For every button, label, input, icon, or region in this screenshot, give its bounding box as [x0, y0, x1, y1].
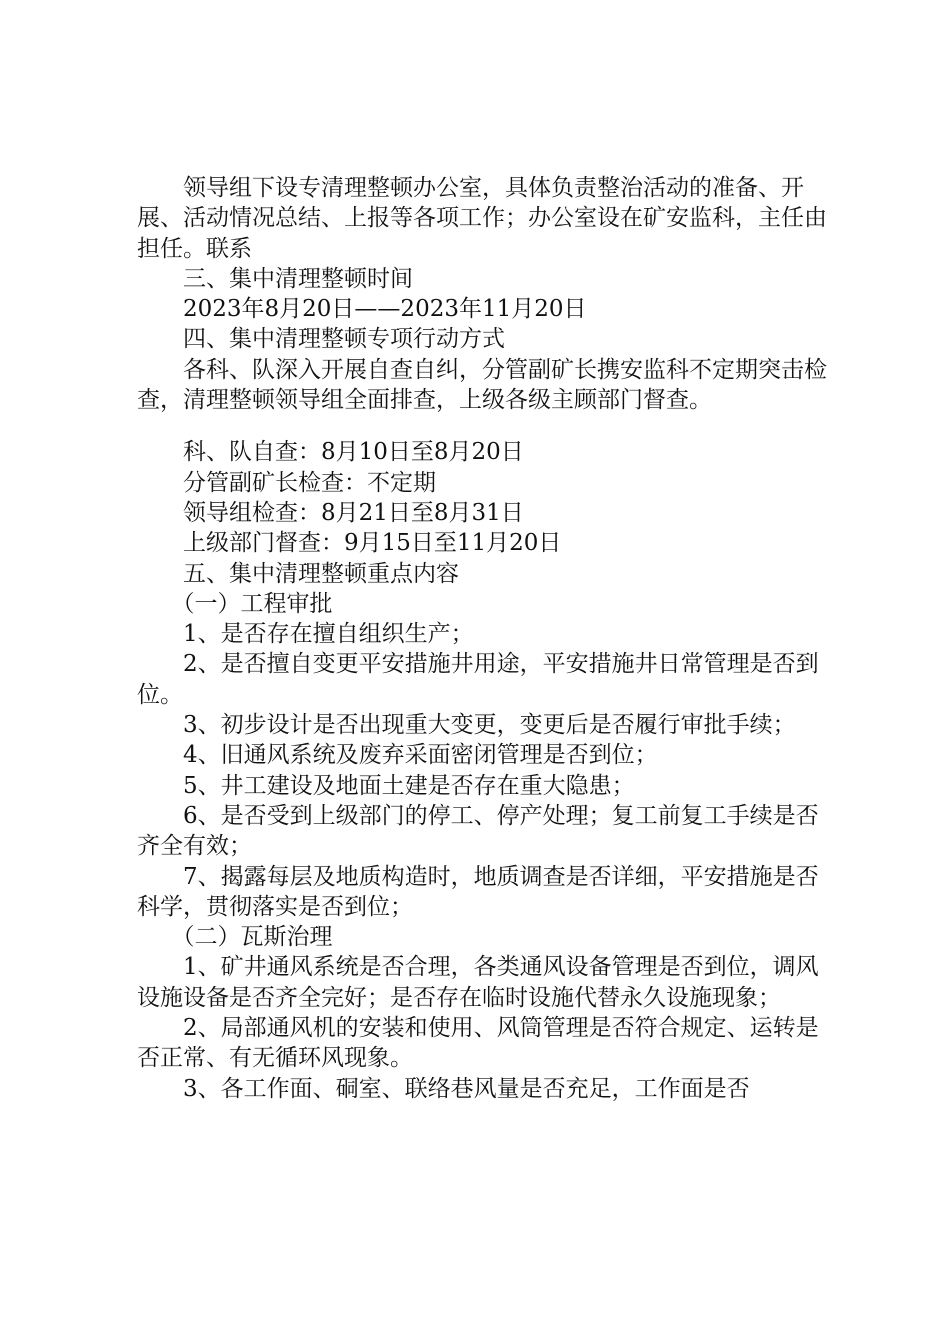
- list-item: 5、井工建设及地面土建是否存在重大隐患；: [183, 772, 635, 799]
- list-item: 1、矿井通风系统是否合理，各类通风设备管理是否到位，调风设施设备是否齐全完好；是否存在临时设施代替永久设施现象；: [137, 954, 819, 1011]
- paragraph-time-range: 2023年8月20日——2023年11月20日: [183, 296, 587, 323]
- paragraph-office: 领导组下设专清理整顿办公室，具体负责整治活动的准备、开展、活动情况总结、上报等各项工作；办公室设在矿安监科，主任由担任。联系: [137, 175, 827, 262]
- heading-section-4: 四、集中清理整顿专项行动方式: [183, 326, 505, 353]
- list-item: 3、各工作面、硐室、联络巷风量是否充足，工作面是否: [183, 1075, 750, 1102]
- list-item: 6、是否受到上级部门的停工、停产处理；复工前复工手续是否齐全有效；: [137, 802, 819, 860]
- heading-section-3: 三、集中清理整顿时间: [183, 265, 413, 292]
- paragraph-action-method: 各科、队深入开展自查自纠，分管副矿长携安监科不定期突击检查，清理整顿领导组全面排查，上级各级主顾部门督查。: [137, 356, 827, 414]
- list-item: 1、是否存在擅自组织生产；: [183, 621, 474, 648]
- heading-section-5: 五、集中清理整顿重点内容: [183, 560, 459, 587]
- list-item: 4、旧通风系统及废弃采面密闭管理是否到位；: [183, 742, 658, 769]
- schedule-deputy-check: 分管副矿长检查：不定期: [183, 469, 436, 496]
- schedule-leader-check: 领导组检查：8月21日至8月31日: [183, 499, 524, 526]
- schedule-self-check: 科、队自查：8月10日至8月20日: [183, 439, 524, 466]
- list-item: 2、局部通风机的安装和使用、风筒管理是否符合规定、运转是否正常、有无循环风现象。: [137, 1015, 819, 1072]
- paragraph-gap: [137, 415, 837, 437]
- schedule-superior-check: 上级部门督查：9月15日至11月20日: [183, 530, 562, 557]
- document-body: [137, 173, 837, 1104]
- list-item: 3、初步设计是否出现重大变更，变更后是否履行审批手续；: [183, 712, 796, 739]
- subheading-gas-control: （二）瓦斯治理: [171, 924, 333, 951]
- subheading-project-approval: （一）工程审批: [171, 590, 333, 617]
- list-item: 7、揭露每层及地质构造时，地质调查是否详细，平安措施是否科学，贯彻落实是否到位；: [137, 863, 819, 920]
- list-item: 2、是否擅自变更平安措施井用途，平安措施井日常管理是否到位。: [137, 651, 819, 708]
